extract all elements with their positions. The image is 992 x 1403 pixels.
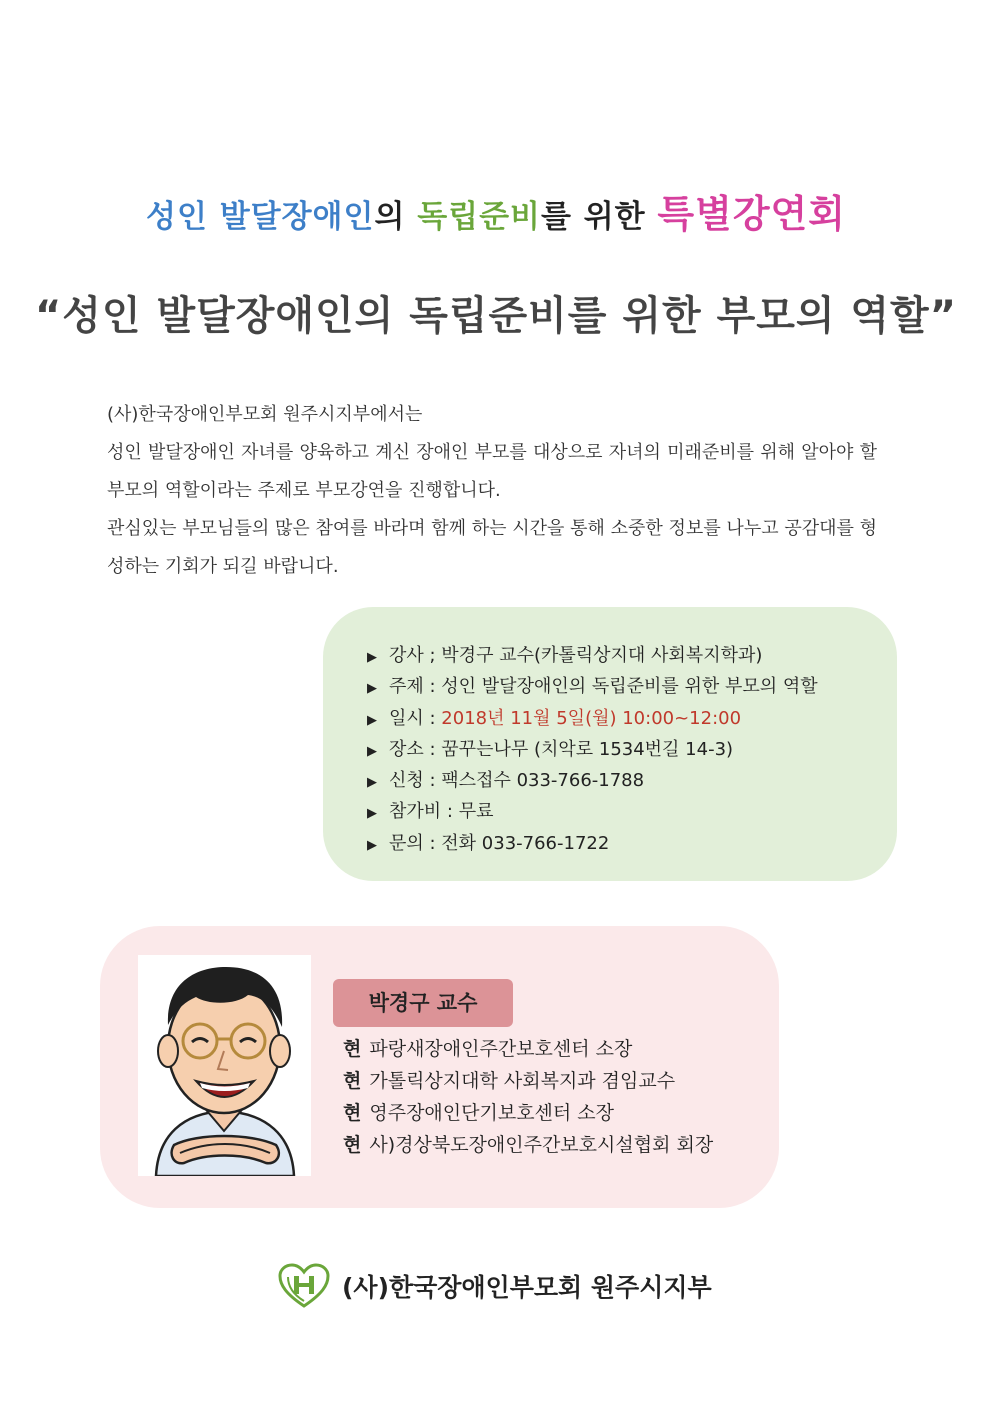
career-item [343,1129,713,1161]
triangle-bullet-icon: ▶ [367,775,377,791]
info-item-datetime [367,704,818,735]
info-label: 주제 : [389,676,436,698]
intro-text [107,396,877,586]
triangle-bullet-icon: ▶ [367,743,377,759]
info-label: 문의 : [389,832,436,854]
event-info-list [367,641,818,860]
triangle-bullet-icon: ▶ [367,837,377,853]
info-value: 무료 [458,801,494,823]
speaker-name-tag: 박경구 교수 [333,979,513,1027]
info-value: 팩스접수 033-766-1788 [441,770,645,792]
info-label: 일시 : [389,707,436,729]
career-item [343,1033,713,1065]
event-headline [0,183,992,238]
intro-paragraph: 성인 발달장애인 자녀를 양육하고 계신 장애인 부모를 대상으로 자녀의 미래준비를 위해 알아야 할 부모의 역할이라는 주제로 부모강연을 진행합니다. [107,442,877,501]
triangle-bullet-icon: ▶ [367,712,377,728]
headline-part-3: 독립준비 [417,199,541,235]
career-prefix: 현 [343,1134,362,1156]
speaker-caricature-image [138,955,311,1176]
info-value: 전화 033-766-1722 [441,832,610,854]
intro-paragraph: 관심있는 부모님들의 많은 참여를 바라며 함께 하는 시간을 통해 소중한 정보를 나누고 공감대를 형성하는 기회가 되길 바랍니다. [107,518,877,577]
headline-part-1: 성인 발달장애인 [146,199,375,235]
triangle-bullet-icon: ▶ [367,650,377,665]
info-item-fee [367,797,818,828]
lecture-title: “성인 발달장애인의 독립준비를 위한 부모의 역할” [34,293,957,339]
career-text: 파랑새장애인주간보호센터 소장 [369,1038,633,1060]
triangle-bullet-icon: ▶ [367,681,377,697]
info-value: 박경구 교수(카톨릭상지대 사회복지학과) [441,645,763,666]
event-info-box [323,607,897,881]
organization-footer [278,1263,712,1309]
triangle-bullet-icon: ▶ [367,806,377,822]
headline-part-4: 를 위한 [540,199,646,235]
career-text: 영주장애인단기보호센터 소장 [369,1102,615,1124]
heart-h-logo-icon [278,1263,330,1309]
career-prefix: 현 [343,1038,362,1060]
info-item-contact [367,829,818,860]
career-item [343,1065,713,1097]
career-text: 사)경상북도장애인주간보호시설협회 회장 [369,1134,714,1156]
info-item-topic [367,672,818,703]
headline-part-5: 특별강연회 [657,192,846,236]
intro-paragraph: (사)한국장애인부모회 원주시지부에서는 [107,404,423,425]
info-item-lecturer [367,641,818,672]
career-item [343,1097,713,1129]
info-item-place [367,735,818,766]
info-label: 강사 ; [389,645,436,666]
career-text: 가톨릭상지대학 사회복지과 겸임교수 [369,1070,676,1092]
speaker-career-list [343,1033,713,1161]
info-value-datetime: 2018년 11월 5일(월) 10:00~12:00 [441,707,742,729]
info-item-apply [367,766,818,797]
organization-name: (사)한국장애인부모회 원주시지부 [342,1273,712,1302]
headline-part-2: 의 [374,199,406,235]
info-label: 장소 : [389,738,436,760]
caricature-svg [138,955,311,1176]
info-value: 성인 발달장애인의 독립준비를 위한 부모의 역할 [441,676,818,698]
info-label: 신청 : [389,770,436,792]
info-value: 꿈꾸는나무 (치악로 1534번길 14-3) [441,738,734,760]
info-label: 참가비 : [389,801,453,823]
career-prefix: 현 [343,1102,362,1124]
career-prefix: 현 [343,1070,362,1092]
